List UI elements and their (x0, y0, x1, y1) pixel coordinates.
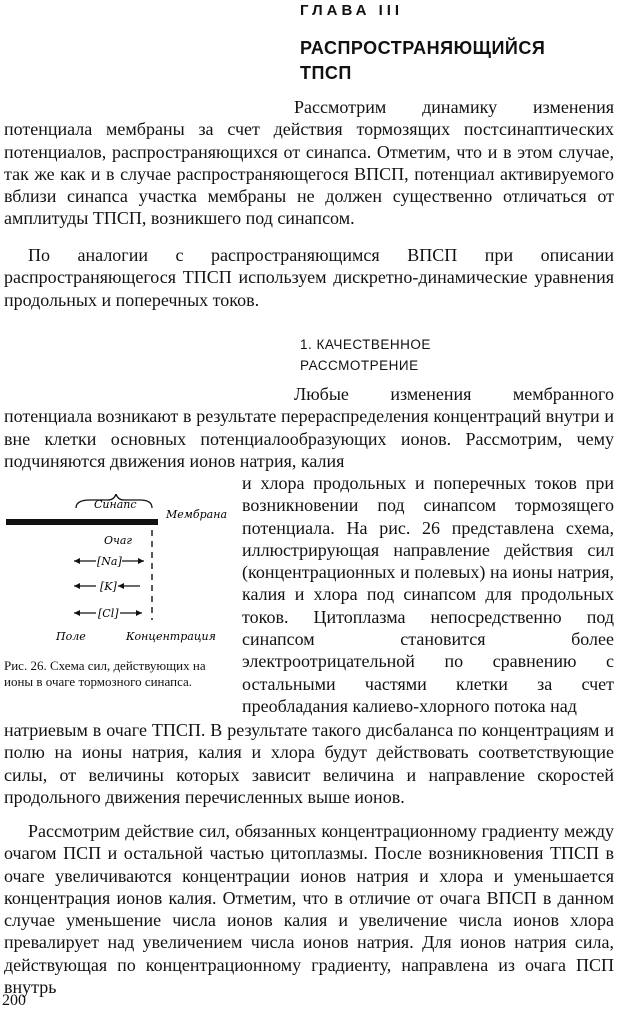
chapter-title-line1: РАСПРОСТРАНЯЮЩИЙСЯ (300, 38, 546, 58)
cl-field-arrowhead (74, 610, 80, 616)
figure-caption: Рис. 26. Схема сил, действующих на ионы в очаге тормозного синапса. (4, 658, 206, 689)
chapter-title-line2: ТПСП (300, 63, 352, 83)
membrane-label: Мембрана (166, 508, 228, 521)
chapter-title (300, 36, 545, 86)
paragraph-1: Рассмотрим динамику изменения потенциала мембраны за счет действия тормозящих постсинаптических потенциалов, распространяющихся от синапса. Отметим, что и в этом случае, так же как и в случае распространяющегося ВПСП, потенциал активируемого вблизи синапса участка мембраны не должен существенно отличаться от амплитуды ТПСП, возникшего под синапсом. (4, 97, 614, 229)
na-field-arrowhead (74, 558, 80, 564)
k-ion-label: [K] (100, 580, 117, 593)
page-number: 200 (2, 992, 26, 1009)
figure-26-diagram (4, 494, 236, 654)
paragraph-2: По аналогии с распространяющимся ВПСП при описании распространяющегося ТПСП используем дискретно-динамические уравнения продольных и поперечных токов. (4, 245, 614, 310)
paragraph-3-tail: натриевым в очаге ТПСП. В результате такого дисбаланса по концентрациям и полю на ионы натрия, калия и хлора будут действовать соответствующие силы, от величины которых зависит величина и направление скоростей продольного движения перечисленных выше ионов. (4, 720, 614, 807)
section-heading-line2: РАССМОТРЕНИЕ (300, 358, 419, 373)
section-heading-line1: 1. КАЧЕСТВЕННОЕ (300, 337, 431, 352)
membrane-line (6, 519, 158, 525)
chapter-heading: ГЛАВА III (300, 2, 404, 19)
section-heading (300, 334, 431, 376)
paragraph-3-wrap: и хлора продольных и поперечных токов при возникновении под синапсом тормозящего потенциала. На рис. 26 представлена схема, иллюстрирующая направление действия сил (концентрационных и полевых) на ионы натрия, калия и хлора под синапсом для продольных токов. Цитоплазма непосредственно под синапсом становится более электроотрицательной по сравнению с остальными частями клетки за счет преобладания калиево-хлорного потока над (242, 473, 614, 716)
k-conc-arrowhead (118, 583, 124, 589)
cl-ion-label: [Cl] (98, 607, 119, 620)
na-conc-arrowhead (138, 558, 144, 564)
cl-conc-arrowhead (136, 610, 142, 616)
k-field-arrowhead (74, 583, 80, 589)
field-label: Поле (56, 630, 86, 643)
na-ion-label: [Na] (97, 555, 122, 568)
synapse-label: Синапс (94, 498, 137, 511)
focus-label: Очаг (104, 534, 132, 547)
concentration-label: Концентрация (126, 630, 216, 643)
paragraph-4: Рассмотрим действие сил, обязанных концентрационному градиенту между очагом ПСП и остальной частью цитоплазмы. После возникновения ТПСП в очаге увеличиваются концентрации ионов натрия и хлора и уменьшается концентрация ионов калия. Отметим, что в отличие от очага ВПСП в данном случае уменьшение числа ионов калия и увеличение числа ионов хлора превалирует над увеличением числа ионов натрия. Для ионов натрия сила, действующая по концентрационному градиенту, направлена из очага ПСП внутрь (4, 821, 614, 998)
paragraph-3-lead: Любые изменения мембранного потенциала возникают в результате перераспределения концентраций внутри и вне клетки основных потенциалообразующих ионов. Рассмотрим, чему подчиняются движения ионов натрия, калия (4, 384, 614, 471)
